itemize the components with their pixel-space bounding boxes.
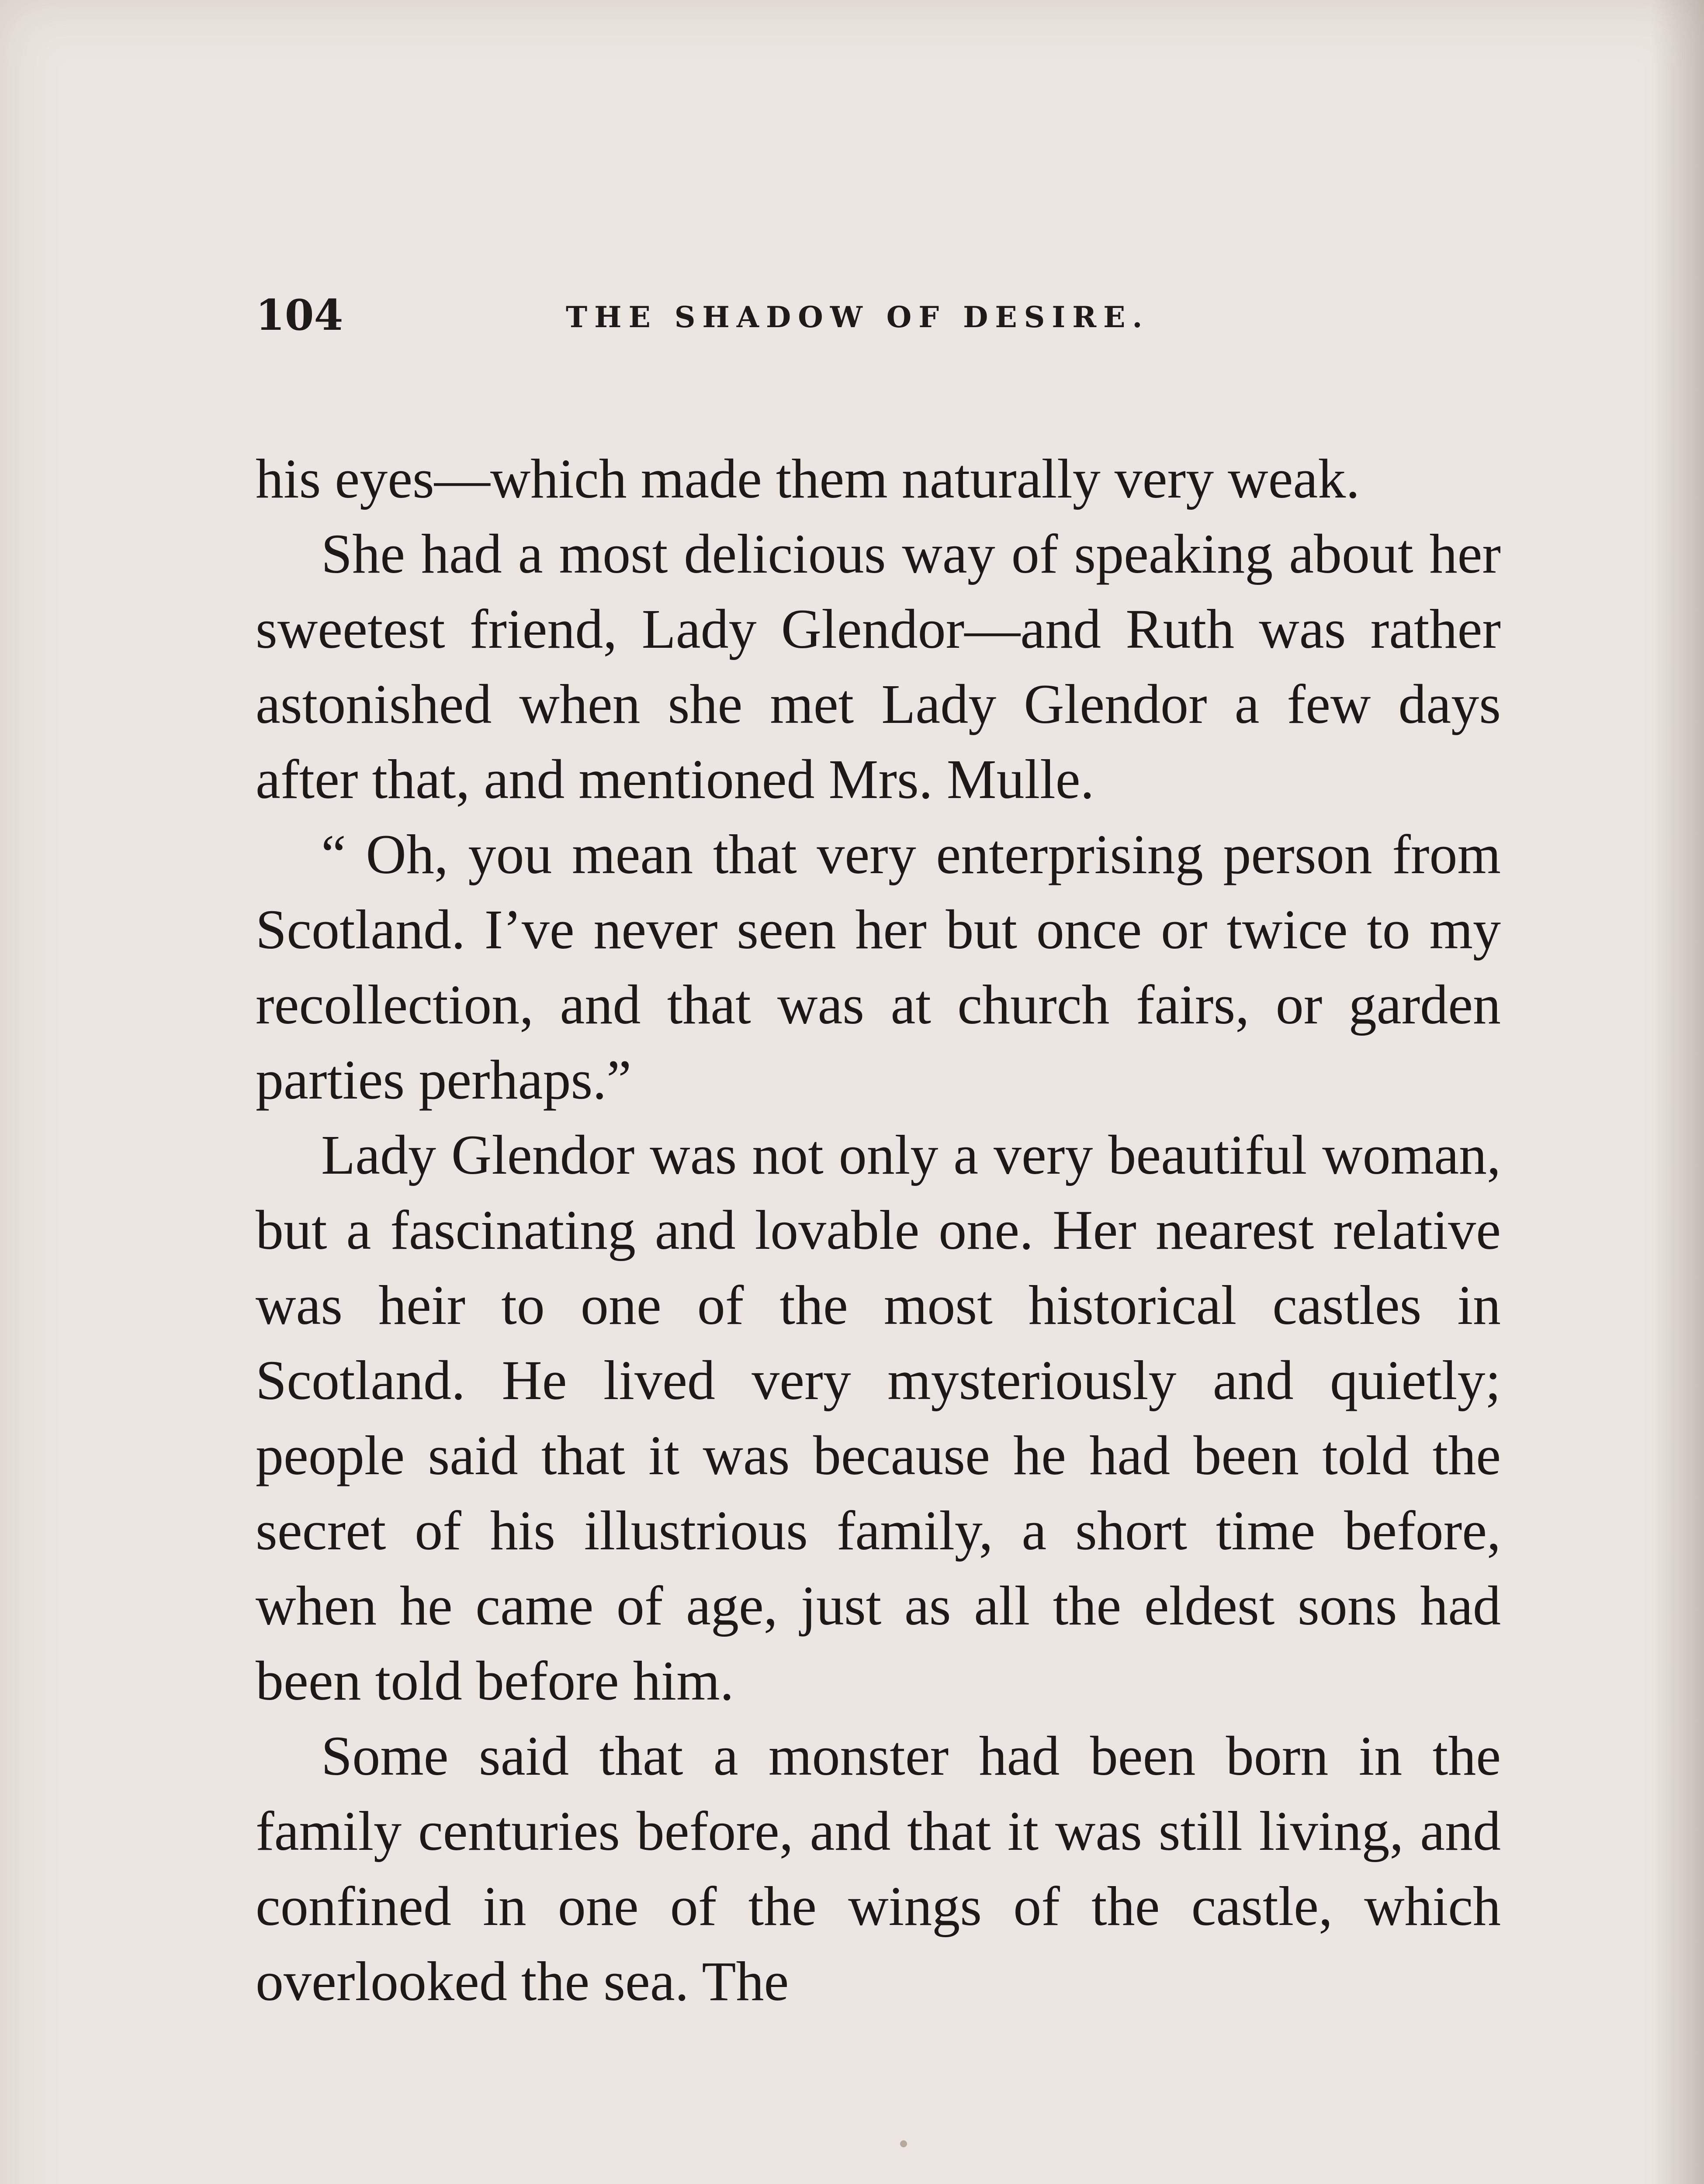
running-head — [256, 290, 1496, 343]
paragraph-continuation: his eyes—which made them naturally very weak. — [256, 448, 1360, 510]
running-title: THE SHADOW OF DESIRE. — [566, 300, 1150, 334]
body-text — [256, 441, 1501, 2019]
paper-spot — [900, 2140, 907, 2147]
paragraph: Lady Glendor was not only a very beautiful woman, but a fascinating and lovable one. Her nearest relative was heir to one of the most historical castles in Scotland. He lived very mysteriously and quietly; people said that it was because he had been told the secret of his illustrious family, a short time before, when he came of age, just as all the eldest sons had been told before him. — [256, 1124, 1501, 1712]
page-edge-shadow — [1652, 0, 1704, 2184]
page-number: 104 — [256, 290, 343, 340]
paragraph: She had a most delicious way of speaking about her sweetest friend, Lady Glendor—and Ruth was rather astonished when she met Lady Glendor a few days after that, and mentioned Mrs. Mulle. — [256, 523, 1501, 810]
paragraph-dialogue: “ Oh, you mean that very enterprising person from Scotland. I’ve never seen her but once or twice to my recollection, and that was at church fairs, or garden parties perhaps.” — [256, 823, 1501, 1111]
paragraph: Some said that a monster had been born in the family centuries before, and that it was still living, and confined in one of the wings of the castle, which overlooked the sea. The — [256, 1725, 1501, 2012]
